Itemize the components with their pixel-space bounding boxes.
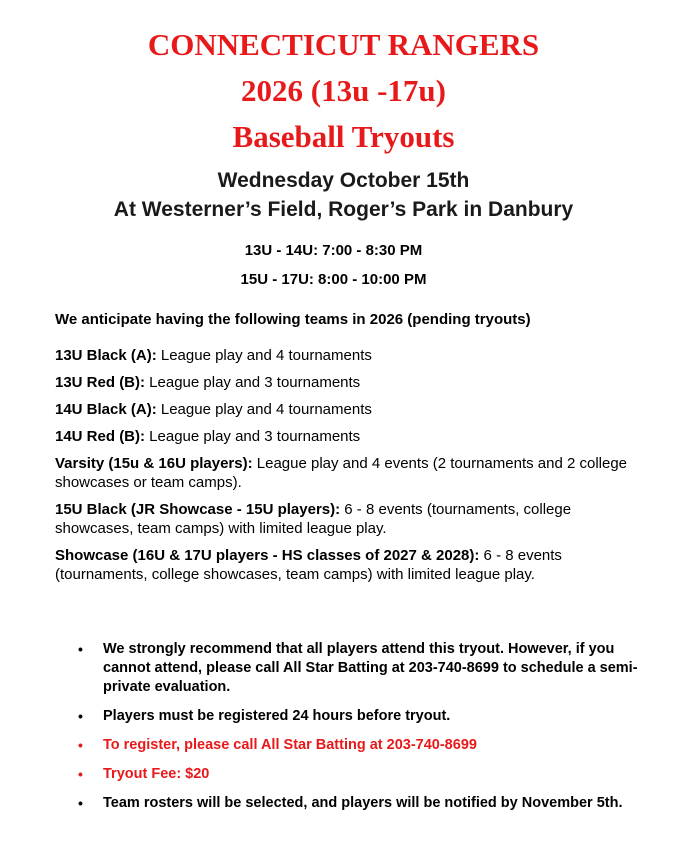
time-slot-13u-14u: 13U - 14U: 7:00 - 8:30 PM (244, 242, 423, 259)
team-item (55, 427, 635, 446)
team-name: 14U Black (A): (55, 401, 157, 418)
team-item (55, 454, 635, 492)
team-description: League play and 4 tournaments (156, 347, 372, 364)
event-details (0, 166, 687, 224)
header-org-name: CONNECTICUT RANGERS (147, 27, 540, 62)
bullet-dot: • (78, 766, 83, 782)
team-description: League play and 3 tournaments (145, 428, 361, 445)
bullet-text: Players must be registered 24 hours before tryout. (103, 708, 451, 724)
team-description: League play and 4 tournaments (156, 401, 372, 418)
bullet-dot: • (78, 641, 83, 657)
bullet-tryout-fee (78, 765, 638, 784)
team-description: League play and 4 events (2 tournaments and 2 college showcases or team camps). (55, 455, 628, 491)
team-item (55, 500, 635, 538)
team-name: 13U Black (A): (55, 347, 157, 364)
bullet-text: Team rosters will be selected, and players will be notified by November 5th. (103, 795, 623, 811)
bullet-dot: • (78, 737, 83, 753)
header-year-ages: 2026 (13u -17u) (241, 73, 446, 108)
team-description: 6 - 8 events (tournaments, college showcases, team camps) with limited league play. (55, 501, 572, 537)
bullet-registration-deadline (78, 707, 638, 726)
bullet-dot: • (78, 708, 83, 724)
team-description: 6 - 8 events (tournaments, college showcases, team camps) with limited league play. (55, 547, 562, 583)
team-list (55, 346, 635, 592)
bullet-attend-recommendation (78, 640, 638, 697)
bullet-text: To register, please call All Star Batting at 203-740-8699 (103, 737, 477, 753)
team-name: 14U Red (B): (55, 428, 146, 445)
team-name: Showcase (16U & 17U players - HS classes of 2027 & 2028): (55, 547, 480, 564)
header-title: Baseball Tryouts (232, 119, 455, 154)
team-description: League play and 3 tournaments (145, 374, 361, 391)
bullet-roster-notification (78, 794, 638, 813)
team-item (55, 373, 635, 392)
team-name: 13U Red (B): (55, 374, 146, 391)
team-name: Varsity (15u & 16U players): (55, 455, 253, 472)
info-bullet-list (78, 640, 638, 823)
bullet-text: We strongly recommend that all players attend this tryout. However, if you cannot attend, please call All Star Batting at 203-740-8699 to schedule a semi-private evaluation. (103, 641, 638, 695)
team-item (55, 400, 635, 419)
bullet-register-phone (78, 736, 638, 755)
event-location: At Westerner’s Field, Roger’s Park in Danbury (113, 198, 574, 221)
flyer-header (0, 22, 687, 160)
tryout-times (0, 236, 667, 294)
team-item (55, 346, 635, 365)
event-date: Wednesday October 15th (217, 169, 470, 192)
bullet-dot: • (78, 795, 83, 811)
teams-intro: We anticipate having the following teams in 2026 (pending tryouts) (55, 311, 531, 328)
team-item (55, 546, 635, 584)
team-name: 15U Black (JR Showcase - 15U players): (55, 501, 341, 518)
time-slot-15u-17u: 15U - 17U: 8:00 - 10:00 PM (240, 271, 427, 288)
bullet-text: Tryout Fee: $20 (103, 766, 210, 782)
